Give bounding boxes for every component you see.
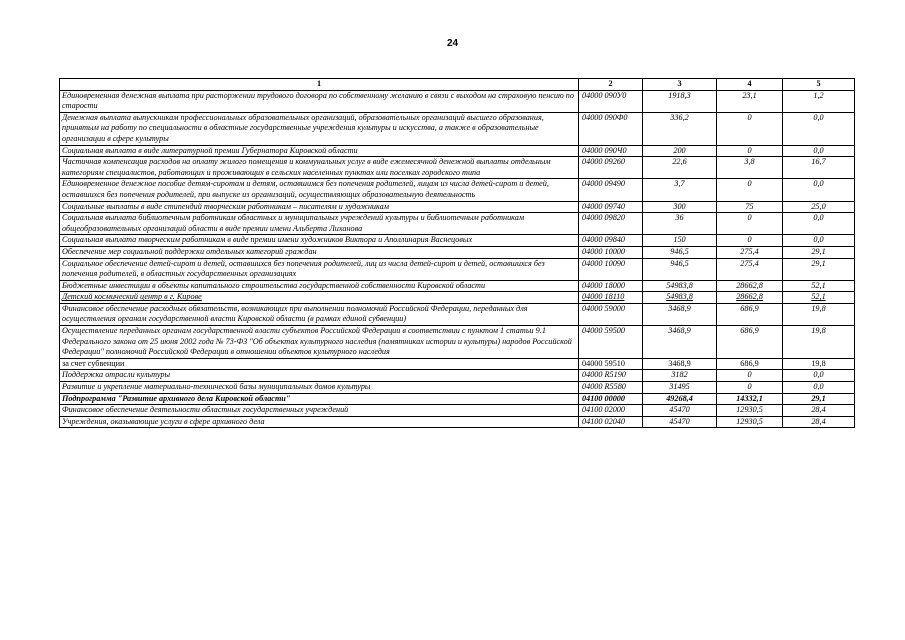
row-name-cell: Подпрограмма "Развитие архивного дела Кировской области" xyxy=(60,393,579,405)
row-value-col3: 54983,8 xyxy=(643,292,717,304)
row-name-cell: Частичная компенсация расходов на оплату жилого помещения и коммунальных услуг в виде ежемесячной денежной выплаты отдельным категориям специалистов, работающих и проживающих в сельских населенных пунктах или поселках городского типа xyxy=(60,157,579,179)
row-name-cell: за счет субвенции xyxy=(60,358,579,370)
budget-table xyxy=(59,78,855,428)
row-value-col3: 200 xyxy=(643,145,717,157)
table-row xyxy=(60,246,855,258)
row-name-cell: Социальная выплата творческим работникам в виде премии имени художников Виктора и Аполлинария Васнецовых xyxy=(60,235,579,247)
row-code-cell: 04100 02040 xyxy=(579,416,643,428)
row-value-col3: 300 xyxy=(643,201,717,213)
row-value-col3: 946,5 xyxy=(643,246,717,258)
table-row xyxy=(60,405,855,417)
row-code-cell: 04000 09490 xyxy=(579,179,643,201)
row-name-cell: Социальная выплата библиотечным работникам областных и муниципальных учреждений культуры и библиотечным работникам общеобразовательных организаций области в виде премии имени Альберта Лиханова xyxy=(60,213,579,235)
row-value-col4: 686,9 xyxy=(717,326,783,359)
row-value-col4: 275,4 xyxy=(717,258,783,280)
row-name-cell: Единовременная денежная выплата при расторжении трудового договора по собственному желанию в связи с выходом на страховую пенсию по старости xyxy=(60,90,579,112)
row-code-cell: 04000 R5190 xyxy=(579,370,643,382)
row-value-col5: 0,0 xyxy=(783,112,855,145)
row-value-col3: 49268,4 xyxy=(643,393,717,405)
row-name-cell: Бюджетные инвестиции в объекты капитального строительства государственной собственности Кировской области xyxy=(60,280,579,292)
row-name-cell: Финансовое обеспечение деятельности областных государственных учреждений xyxy=(60,405,579,417)
row-name-cell: Социальные выплаты в виде стипендий творческим работникам – писателям и художникам xyxy=(60,201,579,213)
row-name-cell: Поддержка отрасли культуры xyxy=(60,370,579,382)
row-name-cell: Детский космический центр в г. Кирове xyxy=(60,292,579,304)
row-code-cell: 04000 09820 xyxy=(579,213,643,235)
row-code-cell: 04000 18110 xyxy=(579,292,643,304)
column-header-1: 1 xyxy=(60,79,579,91)
row-code-cell: 04000 09260 xyxy=(579,157,643,179)
row-value-col4: 0 xyxy=(717,112,783,145)
table-row xyxy=(60,235,855,247)
row-name-cell: Финансовое обеспечение расходных обязательств, возникающих при выполнении полномочий Российской Федерации, переданных для осуществления органам государственной власти Кировской области (в рамках единой субвенции) xyxy=(60,303,579,325)
row-value-col5: 16,7 xyxy=(783,157,855,179)
row-value-col3: 45470 xyxy=(643,416,717,428)
row-value-col3: 22,6 xyxy=(643,157,717,179)
column-header-4: 4 xyxy=(717,79,783,91)
row-value-col5: 28,4 xyxy=(783,405,855,417)
table-row xyxy=(60,90,855,112)
row-value-col4: 686,9 xyxy=(717,303,783,325)
row-value-col4: 0 xyxy=(717,382,783,394)
table-row xyxy=(60,157,855,179)
row-value-col5: 19,8 xyxy=(783,358,855,370)
row-name-cell: Денежная выплата выпускникам профессиональных образовательных организаций, образовательных организаций высшего образования, принятым на работу по специальности в областные государственные учреждения культуры и искусства, а также в образовательные организации в сфере культуры xyxy=(60,112,579,145)
row-value-col5: 28,4 xyxy=(783,416,855,428)
row-value-col5: 1,2 xyxy=(783,90,855,112)
row-value-col5: 25,0 xyxy=(783,201,855,213)
row-value-col3: 336,2 xyxy=(643,112,717,145)
row-value-col5: 0,0 xyxy=(783,179,855,201)
row-code-cell: 04000 090У0 xyxy=(579,90,643,112)
row-value-col5: 0,0 xyxy=(783,213,855,235)
row-code-cell: 04000 59510 xyxy=(579,358,643,370)
table-row xyxy=(60,213,855,235)
page-number: 24 xyxy=(446,38,459,49)
row-code-cell: 04100 02000 xyxy=(579,405,643,417)
row-code-cell: 04100 00000 xyxy=(579,393,643,405)
table-row xyxy=(60,292,855,304)
table-row xyxy=(60,179,855,201)
row-code-cell: 04000 59500 xyxy=(579,326,643,359)
row-code-cell: 04000 09740 xyxy=(579,201,643,213)
row-value-col3: 1918,3 xyxy=(643,90,717,112)
row-value-col3: 36 xyxy=(643,213,717,235)
row-value-col5: 29,1 xyxy=(783,258,855,280)
row-code-cell: 04000 59000 xyxy=(579,303,643,325)
row-value-col5: 0,0 xyxy=(783,382,855,394)
row-code-cell: 04000 09840 xyxy=(579,235,643,247)
row-value-col3: 3468,9 xyxy=(643,358,717,370)
row-code-cell: 04000 090Ф0 xyxy=(579,112,643,145)
table-row xyxy=(60,303,855,325)
table-row xyxy=(60,393,855,405)
row-value-col4: 0 xyxy=(717,370,783,382)
row-value-col3: 3,7 xyxy=(643,179,717,201)
row-value-col4: 3,8 xyxy=(717,157,783,179)
row-name-cell: Социальная выплата в виде литературной премии Губернатора Кировской области xyxy=(60,145,579,157)
row-value-col3: 946,5 xyxy=(643,258,717,280)
table-row xyxy=(60,416,855,428)
row-value-col4: 23,1 xyxy=(717,90,783,112)
table-row xyxy=(60,358,855,370)
row-value-col3: 3468,9 xyxy=(643,326,717,359)
row-value-col5: 0,0 xyxy=(783,235,855,247)
row-name-cell: Социальное обеспечение детей-сирот и детей, оставшихся без попечения родителей, лиц из числа детей-сирот и детей, оставшихся без попечения родителей, в областных государственных организациях xyxy=(60,258,579,280)
row-value-col3: 45470 xyxy=(643,405,717,417)
row-value-col4: 28662,8 xyxy=(717,292,783,304)
row-value-col4: 686,9 xyxy=(717,358,783,370)
row-value-col4: 0 xyxy=(717,213,783,235)
table-header-row xyxy=(60,79,855,91)
row-name-cell: Осуществление переданных органам государственной власти субъектов Российской Федерации в соответствии с пунктом 1 статьи 9.1 Федерального закона от 25 июня 2002 года № 73-ФЗ "Об объектах культурного наследия (памятниках истории и культуры) народов Российской Федерации" полномочий Российской Федерации в отношении объектов культурного наследия xyxy=(60,326,579,359)
row-name-cell: Обеспечение мер социальной поддержки отдельных категорий граждан xyxy=(60,246,579,258)
row-value-col3: 31495 xyxy=(643,382,717,394)
row-value-col4: 75 xyxy=(717,201,783,213)
table-row xyxy=(60,145,855,157)
table-row xyxy=(60,112,855,145)
row-name-cell: Единовременное денежное пособие детям-сиротам и детям, оставшимся без попечения родителей, лицам из числа детей-сирот и детей, оставшихся без попечения родителей, при выпуске из организаций, осуществляющих образовательную деятельность xyxy=(60,179,579,201)
row-value-col5: 19,8 xyxy=(783,326,855,359)
row-value-col5: 29,1 xyxy=(783,393,855,405)
row-value-col4: 275,4 xyxy=(717,246,783,258)
row-value-col4: 28662,8 xyxy=(717,280,783,292)
table-row xyxy=(60,326,855,359)
column-header-5: 5 xyxy=(783,79,855,91)
row-value-col4: 14332,1 xyxy=(717,393,783,405)
table-row xyxy=(60,258,855,280)
row-name-cell: Учреждения, оказывающие услуги в сфере архивного дела xyxy=(60,416,579,428)
row-value-col5: 0,0 xyxy=(783,370,855,382)
row-value-col3: 150 xyxy=(643,235,717,247)
row-value-col4: 0 xyxy=(717,145,783,157)
row-value-col4: 0 xyxy=(717,179,783,201)
row-code-cell: 04000 10090 xyxy=(579,258,643,280)
row-value-col5: 52,1 xyxy=(783,280,855,292)
row-value-col5: 19,8 xyxy=(783,303,855,325)
row-code-cell: 04000 R5580 xyxy=(579,382,643,394)
table-row xyxy=(60,382,855,394)
table-row xyxy=(60,370,855,382)
table-row xyxy=(60,201,855,213)
row-value-col4: 12930,5 xyxy=(717,416,783,428)
column-header-3: 3 xyxy=(643,79,717,91)
row-value-col4: 0 xyxy=(717,235,783,247)
row-value-col3: 3468,9 xyxy=(643,303,717,325)
row-code-cell: 04000 10000 xyxy=(579,246,643,258)
row-name-cell: Развитие и укрепление материально-технической базы муниципальных домов культуры xyxy=(60,382,579,394)
column-header-2: 2 xyxy=(579,79,643,91)
row-value-col3: 54983,8 xyxy=(643,280,717,292)
row-code-cell: 04000 18000 xyxy=(579,280,643,292)
row-value-col5: 52,1 xyxy=(783,292,855,304)
row-value-col5: 0,0 xyxy=(783,145,855,157)
table-row xyxy=(60,280,855,292)
row-value-col5: 29,1 xyxy=(783,246,855,258)
row-value-col3: 3182 xyxy=(643,370,717,382)
row-value-col4: 12930,5 xyxy=(717,405,783,417)
row-code-cell: 04000 090Ч0 xyxy=(579,145,643,157)
